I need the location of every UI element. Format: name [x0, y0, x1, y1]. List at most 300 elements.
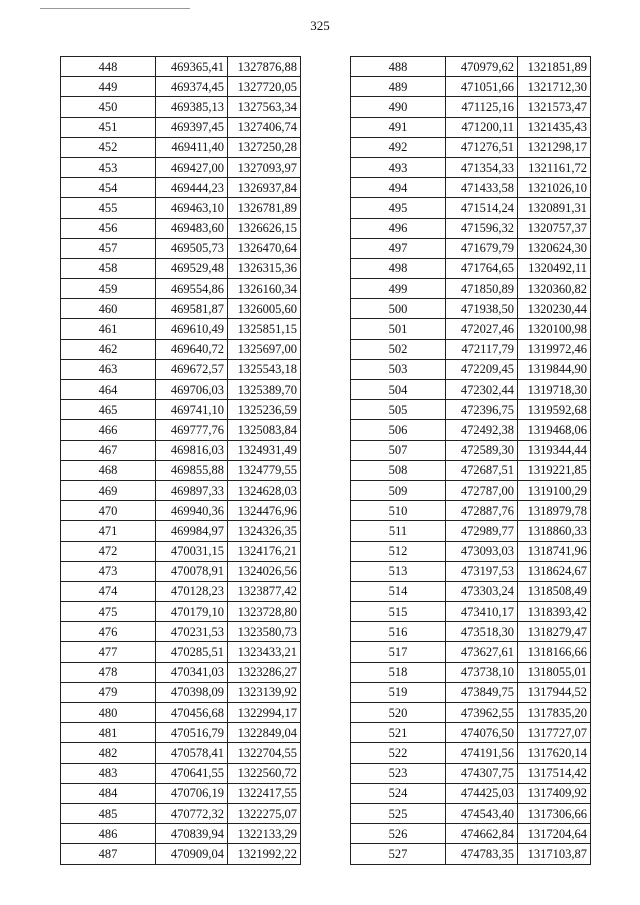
table-row: [351, 77, 591, 97]
point-number-cell: 448: [61, 57, 156, 77]
y-coordinate-cell: 1318741,96: [518, 541, 591, 561]
y-coordinate-cell: 1319100,29: [518, 480, 591, 500]
y-coordinate-cell: 1327250,28: [228, 137, 301, 157]
table-row: [61, 279, 301, 299]
y-coordinate-cell: 1322133,29: [228, 824, 301, 844]
point-number-cell: 491: [351, 117, 446, 137]
x-coordinate-cell: 472787,00: [446, 480, 518, 500]
point-number-cell: 453: [61, 157, 156, 177]
y-coordinate-cell: 1325389,70: [228, 380, 301, 400]
y-coordinate-cell: 1319844,90: [518, 359, 591, 379]
x-coordinate-cell: 469411,40: [156, 137, 228, 157]
table-row: [351, 420, 591, 440]
y-coordinate-cell: 1318508,49: [518, 581, 591, 601]
y-coordinate-cell: 1322560,72: [228, 763, 301, 783]
y-coordinate-cell: 1325697,00: [228, 339, 301, 359]
point-number-cell: 511: [351, 521, 446, 541]
y-coordinate-cell: 1320100,98: [518, 319, 591, 339]
x-coordinate-cell: 472989,77: [446, 521, 518, 541]
point-number-cell: 519: [351, 682, 446, 702]
table-row: [61, 380, 301, 400]
table-row: [61, 57, 301, 77]
point-number-cell: 469: [61, 480, 156, 500]
x-coordinate-cell: 470772,32: [156, 803, 228, 823]
table-row: [351, 460, 591, 480]
point-number-cell: 499: [351, 279, 446, 299]
table-row: [351, 844, 591, 864]
x-coordinate-cell: 469897,33: [156, 480, 228, 500]
y-coordinate-cell: 1327563,34: [228, 97, 301, 117]
table-row: [61, 198, 301, 218]
table-row: [61, 743, 301, 763]
point-number-cell: 449: [61, 77, 156, 97]
point-number-cell: 526: [351, 824, 446, 844]
y-coordinate-cell: 1321161,72: [518, 157, 591, 177]
point-number-cell: 510: [351, 501, 446, 521]
y-coordinate-cell: 1326315,36: [228, 258, 301, 278]
point-number-cell: 465: [61, 400, 156, 420]
table-row: [61, 501, 301, 521]
table-row: [61, 622, 301, 642]
x-coordinate-cell: 473197,53: [446, 561, 518, 581]
point-number-cell: 461: [61, 319, 156, 339]
point-number-cell: 494: [351, 178, 446, 198]
x-coordinate-cell: 470128,23: [156, 581, 228, 601]
table-row: [351, 723, 591, 743]
table-row: [351, 824, 591, 844]
point-number-cell: 492: [351, 137, 446, 157]
y-coordinate-cell: 1321435,43: [518, 117, 591, 137]
x-coordinate-cell: 472492,38: [446, 420, 518, 440]
table-row: [61, 642, 301, 662]
table-row: [351, 501, 591, 521]
y-coordinate-cell: 1324026,56: [228, 561, 301, 581]
table-row: [61, 157, 301, 177]
table-row: [61, 137, 301, 157]
y-coordinate-cell: 1322275,07: [228, 803, 301, 823]
point-number-cell: 489: [351, 77, 446, 97]
y-coordinate-cell: 1317835,20: [518, 703, 591, 723]
point-number-cell: 505: [351, 400, 446, 420]
point-number-cell: 483: [61, 763, 156, 783]
x-coordinate-cell: 472027,46: [446, 319, 518, 339]
table-row: [61, 319, 301, 339]
y-coordinate-cell: 1324931,49: [228, 440, 301, 460]
point-number-cell: 458: [61, 258, 156, 278]
table-row: [351, 743, 591, 763]
x-coordinate-cell: 470456,68: [156, 703, 228, 723]
point-number-cell: 509: [351, 480, 446, 500]
table-row: [61, 339, 301, 359]
point-number-cell: 513: [351, 561, 446, 581]
y-coordinate-cell: 1321298,17: [518, 137, 591, 157]
y-coordinate-cell: 1318979,78: [518, 501, 591, 521]
table-row: [351, 178, 591, 198]
point-number-cell: 474: [61, 581, 156, 601]
x-coordinate-cell: 472302,44: [446, 380, 518, 400]
point-number-cell: 487: [61, 844, 156, 864]
y-coordinate-cell: 1321992,22: [228, 844, 301, 864]
y-coordinate-cell: 1318055,01: [518, 662, 591, 682]
x-coordinate-cell: 474425,03: [446, 783, 518, 803]
y-coordinate-cell: 1319344,44: [518, 440, 591, 460]
table-row: [351, 602, 591, 622]
table-row: [61, 238, 301, 258]
table-row: [61, 218, 301, 238]
point-number-cell: 495: [351, 198, 446, 218]
table-row: [61, 299, 301, 319]
table-row: [351, 279, 591, 299]
y-coordinate-cell: 1320891,31: [518, 198, 591, 218]
table-row: [351, 198, 591, 218]
point-number-cell: 485: [61, 803, 156, 823]
point-number-cell: 490: [351, 97, 446, 117]
y-coordinate-cell: 1326626,15: [228, 218, 301, 238]
table-row: [351, 400, 591, 420]
x-coordinate-cell: 470909,04: [156, 844, 228, 864]
y-coordinate-cell: 1324326,35: [228, 521, 301, 541]
x-coordinate-cell: 470578,41: [156, 743, 228, 763]
table-row: [61, 258, 301, 278]
top-rule: [40, 8, 190, 9]
x-coordinate-cell: 473962,55: [446, 703, 518, 723]
table-row: [61, 77, 301, 97]
y-coordinate-cell: 1319972,46: [518, 339, 591, 359]
point-number-cell: 522: [351, 743, 446, 763]
table-row: [351, 803, 591, 823]
y-coordinate-cell: 1322417,55: [228, 783, 301, 803]
x-coordinate-cell: 469984,97: [156, 521, 228, 541]
x-coordinate-cell: 469855,88: [156, 460, 228, 480]
point-number-cell: 468: [61, 460, 156, 480]
point-number-cell: 477: [61, 642, 156, 662]
x-coordinate-cell: 472209,45: [446, 359, 518, 379]
table-row: [351, 480, 591, 500]
x-coordinate-cell: 469483,60: [156, 218, 228, 238]
point-number-cell: 496: [351, 218, 446, 238]
point-number-cell: 518: [351, 662, 446, 682]
y-coordinate-cell: 1318624,67: [518, 561, 591, 581]
x-coordinate-cell: 472687,51: [446, 460, 518, 480]
table-row: [61, 541, 301, 561]
y-coordinate-cell: 1324476,96: [228, 501, 301, 521]
x-coordinate-cell: 471679,79: [446, 238, 518, 258]
table-row: [61, 581, 301, 601]
point-number-cell: 507: [351, 440, 446, 460]
point-number-cell: 459: [61, 279, 156, 299]
point-number-cell: 514: [351, 581, 446, 601]
x-coordinate-cell: 471200,11: [446, 117, 518, 137]
table-row: [61, 682, 301, 702]
y-coordinate-cell: 1319221,85: [518, 460, 591, 480]
point-number-cell: 488: [351, 57, 446, 77]
point-number-cell: 476: [61, 622, 156, 642]
y-coordinate-cell: 1324779,55: [228, 460, 301, 480]
x-coordinate-cell: 473518,30: [446, 622, 518, 642]
y-coordinate-cell: 1319718,30: [518, 380, 591, 400]
table-row: [61, 783, 301, 803]
point-number-cell: 516: [351, 622, 446, 642]
x-coordinate-cell: 469741,10: [156, 400, 228, 420]
x-coordinate-cell: 469816,03: [156, 440, 228, 460]
point-number-cell: 480: [61, 703, 156, 723]
x-coordinate-cell: 474543,40: [446, 803, 518, 823]
x-coordinate-cell: 470078,91: [156, 561, 228, 581]
y-coordinate-cell: 1317103,87: [518, 844, 591, 864]
y-coordinate-cell: 1326937,84: [228, 178, 301, 198]
x-coordinate-cell: 469706,03: [156, 380, 228, 400]
point-number-cell: 497: [351, 238, 446, 258]
point-number-cell: 471: [61, 521, 156, 541]
table-row: [61, 97, 301, 117]
x-coordinate-cell: 469444,23: [156, 178, 228, 198]
x-coordinate-cell: 473410,17: [446, 602, 518, 622]
y-coordinate-cell: 1325236,59: [228, 400, 301, 420]
y-coordinate-cell: 1318279,47: [518, 622, 591, 642]
point-number-cell: 451: [61, 117, 156, 137]
point-number-cell: 527: [351, 844, 446, 864]
x-coordinate-cell: 473303,24: [446, 581, 518, 601]
y-coordinate-cell: 1327720,05: [228, 77, 301, 97]
x-coordinate-cell: 469610,49: [156, 319, 228, 339]
point-number-cell: 520: [351, 703, 446, 723]
y-coordinate-cell: 1319468,06: [518, 420, 591, 440]
table-row: [61, 460, 301, 480]
point-number-cell: 470: [61, 501, 156, 521]
y-coordinate-cell: 1326470,64: [228, 238, 301, 258]
table-row: [61, 723, 301, 743]
point-number-cell: 452: [61, 137, 156, 157]
y-coordinate-cell: 1317514,42: [518, 763, 591, 783]
y-coordinate-cell: 1321712,30: [518, 77, 591, 97]
point-number-cell: 503: [351, 359, 446, 379]
y-coordinate-cell: 1324176,21: [228, 541, 301, 561]
table-body: [351, 57, 591, 865]
point-number-cell: 472: [61, 541, 156, 561]
table-row: [351, 440, 591, 460]
table-body: [61, 57, 301, 865]
y-coordinate-cell: 1325083,84: [228, 420, 301, 440]
point-number-cell: 512: [351, 541, 446, 561]
x-coordinate-cell: 470839,94: [156, 824, 228, 844]
y-coordinate-cell: 1318860,33: [518, 521, 591, 541]
point-number-cell: 493: [351, 157, 446, 177]
y-coordinate-cell: 1323286,27: [228, 662, 301, 682]
y-coordinate-cell: 1326005,60: [228, 299, 301, 319]
table-row: [61, 602, 301, 622]
y-coordinate-cell: 1317620,14: [518, 743, 591, 763]
x-coordinate-cell: 470231,53: [156, 622, 228, 642]
point-number-cell: 457: [61, 238, 156, 258]
x-coordinate-cell: 470341,03: [156, 662, 228, 682]
table-row: [61, 178, 301, 198]
y-coordinate-cell: 1324628,03: [228, 480, 301, 500]
y-coordinate-cell: 1317204,64: [518, 824, 591, 844]
table-row: [61, 803, 301, 823]
table-row: [351, 258, 591, 278]
x-coordinate-cell: 473627,61: [446, 642, 518, 662]
table-row: [351, 622, 591, 642]
point-number-cell: 478: [61, 662, 156, 682]
table-row: [61, 521, 301, 541]
point-number-cell: 460: [61, 299, 156, 319]
table-row: [61, 400, 301, 420]
x-coordinate-cell: 470179,10: [156, 602, 228, 622]
x-coordinate-cell: 470641,55: [156, 763, 228, 783]
x-coordinate-cell: 470031,15: [156, 541, 228, 561]
x-coordinate-cell: 469374,45: [156, 77, 228, 97]
table-row: [351, 299, 591, 319]
y-coordinate-cell: 1323877,42: [228, 581, 301, 601]
page-number: 325: [310, 18, 330, 33]
x-coordinate-cell: 471938,50: [446, 299, 518, 319]
y-coordinate-cell: 1320492,11: [518, 258, 591, 278]
x-coordinate-cell: 469427,00: [156, 157, 228, 177]
x-coordinate-cell: 473738,10: [446, 662, 518, 682]
table-row: [61, 703, 301, 723]
y-coordinate-cell: 1320624,30: [518, 238, 591, 258]
y-coordinate-cell: 1321573,47: [518, 97, 591, 117]
point-number-cell: 521: [351, 723, 446, 743]
point-number-cell: 463: [61, 359, 156, 379]
x-coordinate-cell: 469640,72: [156, 339, 228, 359]
x-coordinate-cell: 472396,75: [446, 400, 518, 420]
table-row: [61, 117, 301, 137]
table-row: [351, 521, 591, 541]
point-number-cell: 466: [61, 420, 156, 440]
table-row: [351, 137, 591, 157]
table-row: [351, 581, 591, 601]
y-coordinate-cell: 1321851,89: [518, 57, 591, 77]
point-number-cell: 454: [61, 178, 156, 198]
y-coordinate-cell: 1327093,97: [228, 157, 301, 177]
x-coordinate-cell: 471125,16: [446, 97, 518, 117]
x-coordinate-cell: 469554,86: [156, 279, 228, 299]
point-number-cell: 504: [351, 380, 446, 400]
x-coordinate-cell: 469672,57: [156, 359, 228, 379]
y-coordinate-cell: 1320230,44: [518, 299, 591, 319]
y-coordinate-cell: 1317727,07: [518, 723, 591, 743]
x-coordinate-cell: 471051,66: [446, 77, 518, 97]
point-number-cell: 486: [61, 824, 156, 844]
point-number-cell: 479: [61, 682, 156, 702]
table-row: [61, 359, 301, 379]
x-coordinate-cell: 471276,51: [446, 137, 518, 157]
x-coordinate-cell: 469940,36: [156, 501, 228, 521]
y-coordinate-cell: 1326781,89: [228, 198, 301, 218]
coordinates-table-right: [350, 56, 591, 865]
x-coordinate-cell: 469581,87: [156, 299, 228, 319]
x-coordinate-cell: 473849,75: [446, 682, 518, 702]
x-coordinate-cell: 470979,62: [446, 57, 518, 77]
coordinates-table-left: [60, 56, 301, 865]
y-coordinate-cell: 1319592,68: [518, 400, 591, 420]
point-number-cell: 525: [351, 803, 446, 823]
point-number-cell: 515: [351, 602, 446, 622]
y-coordinate-cell: 1322994,17: [228, 703, 301, 723]
point-number-cell: 508: [351, 460, 446, 480]
x-coordinate-cell: 470706,19: [156, 783, 228, 803]
point-number-cell: 481: [61, 723, 156, 743]
table-row: [351, 117, 591, 137]
table-row: [351, 339, 591, 359]
point-number-cell: 517: [351, 642, 446, 662]
table-row: [351, 763, 591, 783]
y-coordinate-cell: 1323580,73: [228, 622, 301, 642]
x-coordinate-cell: 471354,33: [446, 157, 518, 177]
x-coordinate-cell: 472117,79: [446, 339, 518, 359]
table-row: [61, 480, 301, 500]
y-coordinate-cell: 1322849,04: [228, 723, 301, 743]
y-coordinate-cell: 1318166,66: [518, 642, 591, 662]
table-row: [351, 157, 591, 177]
x-coordinate-cell: 469777,76: [156, 420, 228, 440]
point-number-cell: 467: [61, 440, 156, 460]
y-coordinate-cell: 1325851,15: [228, 319, 301, 339]
table-row: [351, 238, 591, 258]
y-coordinate-cell: 1320757,37: [518, 218, 591, 238]
table-row: [351, 380, 591, 400]
table-row: [61, 440, 301, 460]
table-row: [351, 218, 591, 238]
y-coordinate-cell: 1317306,66: [518, 803, 591, 823]
table-row: [351, 359, 591, 379]
x-coordinate-cell: 472589,30: [446, 440, 518, 460]
y-coordinate-cell: 1323728,80: [228, 602, 301, 622]
y-coordinate-cell: 1327406,74: [228, 117, 301, 137]
point-number-cell: 506: [351, 420, 446, 440]
x-coordinate-cell: 471433,58: [446, 178, 518, 198]
table-row: [351, 97, 591, 117]
point-number-cell: 484: [61, 783, 156, 803]
point-number-cell: 500: [351, 299, 446, 319]
x-coordinate-cell: 474191,56: [446, 743, 518, 763]
table-row: [61, 824, 301, 844]
x-coordinate-cell: 472887,76: [446, 501, 518, 521]
y-coordinate-cell: 1318393,42: [518, 602, 591, 622]
point-number-cell: 455: [61, 198, 156, 218]
y-coordinate-cell: 1322704,55: [228, 743, 301, 763]
point-number-cell: 456: [61, 218, 156, 238]
point-number-cell: 524: [351, 783, 446, 803]
y-coordinate-cell: 1325543,18: [228, 359, 301, 379]
table-row: [61, 561, 301, 581]
point-number-cell: 473: [61, 561, 156, 581]
x-coordinate-cell: 469463,10: [156, 198, 228, 218]
table-row: [351, 319, 591, 339]
x-coordinate-cell: 470285,51: [156, 642, 228, 662]
point-number-cell: 462: [61, 339, 156, 359]
table-row: [61, 844, 301, 864]
point-number-cell: 450: [61, 97, 156, 117]
y-coordinate-cell: 1317944,52: [518, 682, 591, 702]
x-coordinate-cell: 469505,73: [156, 238, 228, 258]
table-row: [351, 783, 591, 803]
x-coordinate-cell: 471596,32: [446, 218, 518, 238]
table-row: [61, 662, 301, 682]
x-coordinate-cell: 469365,41: [156, 57, 228, 77]
x-coordinate-cell: 474076,50: [446, 723, 518, 743]
table-row: [61, 420, 301, 440]
y-coordinate-cell: 1327876,88: [228, 57, 301, 77]
table-row: [351, 541, 591, 561]
x-coordinate-cell: 471514,24: [446, 198, 518, 218]
x-coordinate-cell: 471850,89: [446, 279, 518, 299]
point-number-cell: 464: [61, 380, 156, 400]
x-coordinate-cell: 474783,35: [446, 844, 518, 864]
table-row: [351, 703, 591, 723]
point-number-cell: 475: [61, 602, 156, 622]
